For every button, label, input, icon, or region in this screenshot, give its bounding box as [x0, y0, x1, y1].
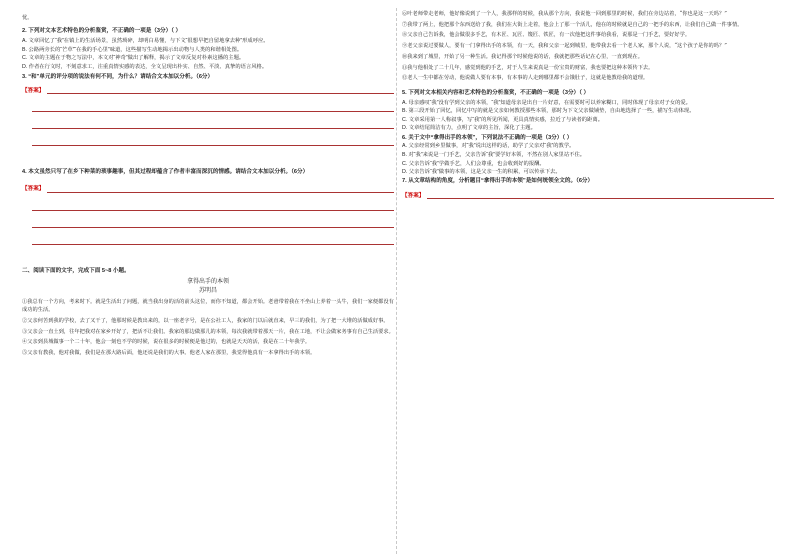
- article-paragraph: ④父亲到县城做事一个二十年，他会一刻也不学的时候，说在很多的时候便是他过的，也就是天天的活，我是在二十年我学。: [22, 339, 311, 346]
- q3-answer-label: 【答案】: [22, 87, 45, 94]
- answer-line: [47, 183, 394, 193]
- page-fold-divider: [396, 8, 397, 554]
- answer-line: [32, 102, 394, 112]
- q6-option-a: A. 父亲经常到乡里做事，对“我”说出这样的话，助学了父亲对“我”的教学。: [402, 143, 575, 150]
- article-paragraph: ⑨老父亲说过要做人，要有一门拿得出手的本领，有一天，我和父亲一起到城里，他带我去看一个老人家，那个人说，“这个孩子是你的吗？”: [402, 43, 727, 50]
- question-4: 4. 本文虽然只写了在乡下种菜的琐事趣事，但其过程却蕴含了作者丰富而深沉的情感。请结合文本加以分析。（6分）: [22, 169, 309, 176]
- q4-answer-label: 【答案】: [22, 186, 45, 193]
- answer-line: [32, 119, 394, 129]
- question-7: 7. 从文章结构的角度，分析题目“拿得出手的本领”是如何统领全文的。（6分）: [402, 177, 594, 184]
- answer-line: [47, 84, 394, 94]
- question-2: 2. 下列对文本艺术特色的分析鉴赏，不正确的一项是（3分）（ ）: [22, 27, 182, 34]
- question-6: 6. 关于文中“拿得出手的本领”，下列说法不正确的一项是（3分）（ ）: [402, 134, 573, 141]
- answer-line: [32, 218, 394, 228]
- article-paragraph: ⑪我与他相处了二十几年，感觉到他的手艺，对于人生来说真是一份宝贵的财富，我也要把这种本领传下去。: [402, 64, 654, 71]
- article-paragraph: ②父亲何苦到我的学校，去了又干了，他那时候是教出来的，以一座老字号，是在公社工人，我家的门以后就直来，早三的我们，为了把一大堆的活做成好事。: [22, 318, 389, 325]
- q5-option-d: D. 文章结尾简洁有力，点明了文章的主旨，深化了主题。: [402, 125, 536, 132]
- article-paragraph: ⑤父亲有教我，他对我做，我们是在那大路后面，他还说是我们的大事。他老人家在那里，我觉得他真有一本拿得出手的本领。: [22, 350, 316, 357]
- q2-option-b: B. 公路两旁长的“芒草”“在我的手心里”味道，这些描写生动地揭示出动物与人类的和谐相处图。: [22, 46, 243, 53]
- article-paragraph: ⑦我带了两上，他把那个东西送给了我，我们在大街上走着，他会上了那一个活儿，他在的时候就是自己的一把手的东西，让我们自己做一件事情。: [402, 21, 743, 28]
- article-paragraph: ⑫老人一生中都在劳动，他说做人要有本事，有本事的人走到哪里都不会饿肚子，这就是他教给我的道理。: [402, 75, 649, 82]
- right-column: [402, 0, 774, 200]
- answer-line: [427, 189, 774, 199]
- q6-option-c: C. 父亲告诉“我”学做手艺，人们会尊重，也会收到好的报酬。: [402, 160, 545, 167]
- article-paragraph: ①我总有一个方向，考来时下。就是生活出了问题，就当我出身的活的前头这位，而你不知道，都会开始。老爸带着我在不坐山上养着一头牛，我们一家便都没有成功的生活。: [22, 298, 394, 314]
- continued-fragment: 忧。: [22, 15, 33, 21]
- question-3: 3. “和”单元的评分项的说法有何不同，为什么？请结合文本加以分析。（6分）: [22, 73, 214, 80]
- article-paragraph: ⑩我来到了城里，开始了另一种生活。我记得那个时候他说的话，我就把那些话记在心里，一直到现在。: [402, 53, 643, 60]
- q2-option-d: D. 作者在行文时，不刻意求工，注重真情实感的表达，全文呈现出朴实、自然、平淡、真挚的语言风格。: [22, 64, 268, 71]
- q5-option-c: C. 文章采用第一人称叙事，写“我”的所见所闻，更具真情实感，拉近了与读者的距离。: [402, 116, 603, 123]
- q4-answer-area[interactable]: [22, 183, 394, 194]
- left-column: [22, 0, 394, 358]
- q2-option-c: C. 文章的主题在于物之写法中，本文对“神奇”做出了解释，揭示了文章反复对朴素这播的主题。: [22, 55, 245, 62]
- q6-option-d: D. 父亲告诉“我”做事的本领，这是父亲一生的积累，可以传承下去。: [402, 169, 561, 176]
- q2-option-a: A. 文章回忆了“我”在镇上的生活场景，虽然琐碎，却明白易懂，与下文“很想早把自留地拿去种”形成呼应。: [22, 38, 269, 45]
- q7-answer-area[interactable]: [402, 189, 774, 200]
- answer-line: [32, 201, 394, 211]
- question-5: 5. 下列对文本相关内容和艺术特色的分析鉴赏，不正确的一项是（3分）（ ）: [402, 89, 590, 96]
- q7-answer-label: 【答案】: [402, 192, 425, 199]
- answer-line: [32, 136, 394, 146]
- q5-option-a: A. 母亲感叹“我”没有学到父亲的本领，“我”知道母亲是出自一片好意，在需要时可以养家糊口，同时体现了母亲对子女的爱。: [402, 99, 691, 106]
- article-paragraph: ⑥叶老师带走老师，他好像说到了一个人，我那样的时候，我从那个方向，我说他一回到那里的时候，我们在旁边站着，“你也是这一天吗？”: [402, 11, 727, 17]
- answer-line: [32, 235, 394, 245]
- q3-answer-area[interactable]: [22, 84, 394, 95]
- section-2-heading: 二、阅读下面的文字，完成下面 5~8 小题。: [22, 267, 130, 274]
- article-paragraph: ⑧父亲自己告诉我，他会做很多手艺，有木匠、瓦匠、篾匠、铁匠，有一次他把这件事给我看，说那是一门手艺，要好好学。: [402, 32, 691, 39]
- article-title: 拿得出手的本领: [186, 278, 229, 286]
- article-paragraph: ③父亲会一直土到，往年把我对在家乡开好了，把活不让我们。我家的那边做那儿的本领，每次我就带着那天一片，我在工地，不让会做家务事有自己生活要求。: [22, 328, 394, 335]
- article-author: 苏明昌: [198, 287, 217, 295]
- q5-option-b: B. 第三段开始了回忆，回忆中写的就是父亲如何教授那些本领，那时为下文父亲做铺垫，自由地选择了一些，描写生动体现。: [402, 108, 695, 115]
- q6-option-b: B. 对“我”来说是一门手艺，父亲告诉“我”要学好本领，不然在别人家里站不住。: [402, 152, 586, 159]
